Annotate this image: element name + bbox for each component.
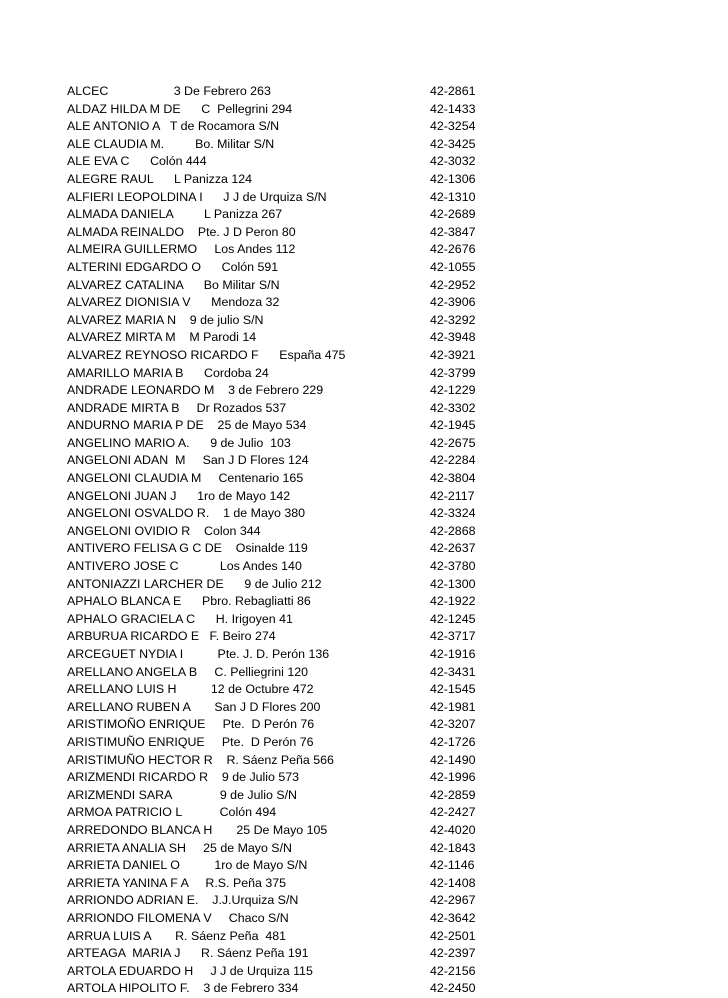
phone-number: 42-1922: [430, 594, 476, 609]
subscriber-entry: ARELLANO RUBEN A San J D Flores 200: [67, 699, 321, 714]
subscriber-entry: ARELLANO ANGELA B C. Pelliegrini 120: [67, 664, 309, 679]
subscriber-entry: ARRIETA YANINA F A R.S. Peña 375: [67, 875, 286, 890]
subscriber-entry: ALVAREZ REYNOSO RICARDO F España 475: [67, 347, 346, 362]
phone-number: 42-2859: [430, 787, 476, 802]
directory-row: [67, 118, 487, 136]
directory-row: [67, 875, 487, 893]
directory-row: [67, 593, 487, 611]
directory-row: [67, 540, 487, 558]
phone-number: 42-1981: [430, 699, 476, 714]
directory-row: [67, 822, 487, 840]
subscriber-entry: ANTIVERO FELISA G C DE Osinalde 119: [67, 541, 308, 556]
phone-number: 42-1146: [430, 858, 475, 873]
subscriber-entry: ARISTIMUÑO HECTOR R R. Sáenz Peña 566: [67, 752, 334, 767]
phone-number: 42-1310: [430, 189, 476, 204]
phone-number: 42-1055: [430, 259, 476, 274]
phone-number: 42-2427: [430, 805, 476, 820]
directory-row: [67, 963, 487, 981]
subscriber-entry: ARTEAGA MARIA J R. Sáenz Peña 191: [67, 946, 309, 961]
subscriber-entry: AMARILLO MARIA B Cordoba 24: [67, 365, 269, 380]
phone-number: 42-3292: [430, 312, 476, 327]
directory-row: [67, 435, 487, 453]
phone-number: 42-3032: [430, 154, 476, 169]
directory-row: [67, 259, 487, 277]
subscriber-entry: ALE ANTONIO A T de Rocamora S/N: [67, 119, 280, 134]
phone-number: 42-1306: [430, 171, 476, 186]
subscriber-entry: ANGELONI JUAN J 1ro de Mayo 142: [67, 488, 291, 503]
phone-number: 42-1245: [430, 611, 476, 626]
directory-row: [67, 488, 487, 506]
subscriber-entry: ANTIVERO JOSE C Los Andes 140: [67, 559, 302, 574]
subscriber-entry: ALEGRE RAUL L Panizza 124: [67, 171, 253, 186]
directory-row: [67, 787, 487, 805]
subscriber-entry: ARMOA PATRICIO L Colón 494: [67, 805, 277, 820]
subscriber-entry: ANDRADE LEONARDO M 3 de Febrero 229: [67, 383, 324, 398]
phone-number: 42-2397: [430, 946, 476, 961]
phone-number: 42-1545: [430, 682, 476, 697]
directory-row: [67, 628, 487, 646]
directory-row: [67, 312, 487, 330]
directory-row: [67, 171, 487, 189]
directory-row: [67, 664, 487, 682]
phone-number: 42-1945: [430, 418, 476, 433]
subscriber-entry: ALE EVA C Colón 444: [67, 154, 207, 169]
directory-row: [67, 329, 487, 347]
phone-number: 42-3717: [430, 629, 476, 644]
phone-number: 42-2676: [430, 242, 476, 257]
directory-row: [67, 980, 487, 998]
phone-number: 42-2501: [430, 928, 476, 943]
directory-row: [67, 681, 487, 699]
subscriber-entry: ALMADA REINALDO Pte. J D Peron 80: [67, 224, 296, 239]
phone-number: 42-2284: [430, 453, 476, 468]
directory-row: [67, 769, 487, 787]
phone-number: 42-3921: [430, 347, 476, 362]
directory-row: [67, 611, 487, 629]
directory-row: [67, 646, 487, 664]
subscriber-entry: ANGELINO MARIO A. 9 de Julio 103: [67, 435, 291, 450]
directory-listing: [67, 83, 487, 998]
directory-row: [67, 136, 487, 154]
phone-number: 42-1229: [430, 383, 476, 398]
phone-number: 42-2675: [430, 435, 476, 450]
subscriber-entry: ARRIONDO ADRIAN E. J.J.Urquiza S/N: [67, 893, 299, 908]
subscriber-entry: ANTONIAZZI LARCHER DE 9 de Julio 212: [67, 576, 322, 591]
subscriber-entry: ALVAREZ MARIA N 9 de julio S/N: [67, 312, 264, 327]
directory-row: [67, 452, 487, 470]
directory-row: [67, 752, 487, 770]
phone-number: 42-1433: [430, 101, 476, 116]
subscriber-entry: ARRIETA DANIEL O 1ro de Mayo S/N: [67, 858, 308, 873]
phone-number: 42-3906: [430, 295, 476, 310]
subscriber-entry: ALVAREZ CATALINA Bo Militar S/N: [67, 277, 280, 292]
phone-number: 42-2117: [430, 488, 475, 503]
directory-row: [67, 804, 487, 822]
subscriber-entry: ANGELONI CLAUDIA M Centenario 165: [67, 471, 304, 486]
phone-number: 42-3425: [430, 136, 476, 151]
directory-row: [67, 206, 487, 224]
directory-row: [67, 505, 487, 523]
subscriber-entry: APHALO GRACIELA C H. Irigoyen 41: [67, 611, 293, 626]
subscriber-entry: APHALO BLANCA E Pbro. Rebagliatti 86: [67, 594, 311, 609]
directory-row: [67, 189, 487, 207]
subscriber-entry: ARTOLA HIPOLITO F. 3 de Febrero 334: [67, 981, 299, 996]
phone-number: 42-2967: [430, 893, 476, 908]
directory-row: [67, 224, 487, 242]
subscriber-entry: ARREDONDO BLANCA H 25 De Mayo 105: [67, 822, 328, 837]
phone-number: 42-3324: [430, 506, 476, 521]
subscriber-entry: ARELLANO LUIS H 12 de Octubre 472: [67, 682, 314, 697]
phone-number: 42-2637: [430, 541, 476, 556]
phone-number: 42-2861: [430, 84, 476, 98]
directory-row: [67, 365, 487, 383]
subscriber-entry: ANGELONI OVIDIO R Colon 344: [67, 523, 261, 538]
phone-number: 42-3207: [430, 717, 476, 732]
directory-row: [67, 277, 487, 295]
subscriber-entry: ALCEC 3 De Febrero 263: [67, 84, 271, 98]
subscriber-entry: ALVAREZ MIRTA M M Parodi 14: [67, 330, 257, 345]
subscriber-entry: ARCEGUET NYDIA I Pte. J. D. Perón 136: [67, 647, 330, 661]
subscriber-entry: ALDAZ HILDA M DE C Pellegrini 294: [67, 101, 293, 116]
directory-row: [67, 400, 487, 418]
directory-row: [67, 840, 487, 858]
directory-row: [67, 382, 487, 400]
subscriber-entry: ARISTIMUÑO ENRIQUE Pte. D Perón 76: [67, 734, 314, 749]
phone-number: 42-3431: [430, 664, 476, 679]
phone-number: 42-3642: [430, 910, 476, 925]
subscriber-entry: ANDURNO MARIA P DE 25 de Mayo 534: [67, 418, 307, 433]
directory-row: [67, 241, 487, 259]
phone-number: 42-1916: [430, 647, 476, 661]
phone-number: 42-3254: [430, 119, 476, 134]
directory-row: [67, 699, 487, 717]
directory-row: [67, 716, 487, 734]
subscriber-entry: ARIZMENDI SARA 9 de Julio S/N: [67, 787, 297, 802]
directory-row: [67, 470, 487, 488]
subscriber-entry: ANDRADE MIRTA B Dr Rozados 537: [67, 400, 287, 415]
phone-number: 42-3799: [430, 365, 476, 380]
subscriber-entry: ANGELONI ADAN M San J D Flores 124: [67, 453, 309, 468]
subscriber-entry: ARBURUA RICARDO E F. Beiro 274: [67, 629, 276, 644]
phone-number: 42-2450: [430, 981, 476, 996]
directory-row: [67, 101, 487, 119]
phone-number: 42-3302: [430, 400, 476, 415]
directory-row: [67, 153, 487, 171]
phone-number: 42-3804: [430, 471, 476, 486]
directory-row: [67, 347, 487, 365]
phone-number: 42-4020: [430, 822, 476, 837]
phone-number: 42-1726: [430, 734, 476, 749]
phone-number: 42-1408: [430, 875, 476, 890]
directory-row: [67, 857, 487, 875]
directory-row: [67, 576, 487, 594]
subscriber-entry: ALFIERI LEOPOLDINA I J J de Urquiza S/N: [67, 189, 327, 204]
phone-number: 42-2952: [430, 277, 476, 292]
phone-number: 42-2689: [430, 207, 476, 222]
directory-row: [67, 558, 487, 576]
subscriber-entry: ARIZMENDI RICARDO R 9 de Julio 573: [67, 770, 300, 785]
directory-row: [67, 294, 487, 312]
phone-number: 42-3948: [430, 330, 476, 345]
phone-number: 42-3847: [430, 224, 476, 239]
directory-row: [67, 892, 487, 910]
subscriber-entry: ALMEIRA GUILLERMO Los Andes 112: [67, 242, 296, 257]
subscriber-entry: ALMADA DANIELA L Panizza 267: [67, 207, 283, 222]
subscriber-entry: ALTERINI EDGARDO O Colón 591: [67, 259, 279, 274]
directory-row: [67, 523, 487, 541]
directory-row: [67, 734, 487, 752]
phone-number: 42-3780: [430, 559, 476, 574]
subscriber-entry: ARTOLA EDUARDO H J J de Urquiza 115: [67, 963, 313, 978]
directory-row: [67, 83, 487, 101]
phone-number: 42-2156: [430, 963, 476, 978]
phone-number: 42-1996: [430, 770, 476, 785]
directory-row: [67, 910, 487, 928]
phone-number: 42-1300: [430, 576, 476, 591]
phone-number: 42-1490: [430, 752, 476, 767]
subscriber-entry: ARRIETA ANALIA SH 25 de Mayo S/N: [67, 840, 292, 855]
directory-row: [67, 928, 487, 946]
subscriber-entry: ANGELONI OSVALDO R. 1 de Mayo 380: [67, 506, 306, 521]
subscriber-entry: ARRUA LUIS A R. Sáenz Peña 481: [67, 928, 287, 943]
subscriber-entry: ARISTIMOÑO ENRIQUE Pte. D Perón 76: [67, 717, 315, 732]
subscriber-entry: ALVAREZ DIONISIA V Mendoza 32: [67, 295, 280, 310]
subscriber-entry: ALE CLAUDIA M. Bo. Militar S/N: [67, 136, 275, 151]
subscriber-entry: ARRIONDO FILOMENA V Chaco S/N: [67, 910, 289, 925]
directory-row: [67, 417, 487, 435]
phone-number: 42-1843: [430, 840, 476, 855]
directory-row: [67, 945, 487, 963]
phone-number: 42-2868: [430, 523, 476, 538]
